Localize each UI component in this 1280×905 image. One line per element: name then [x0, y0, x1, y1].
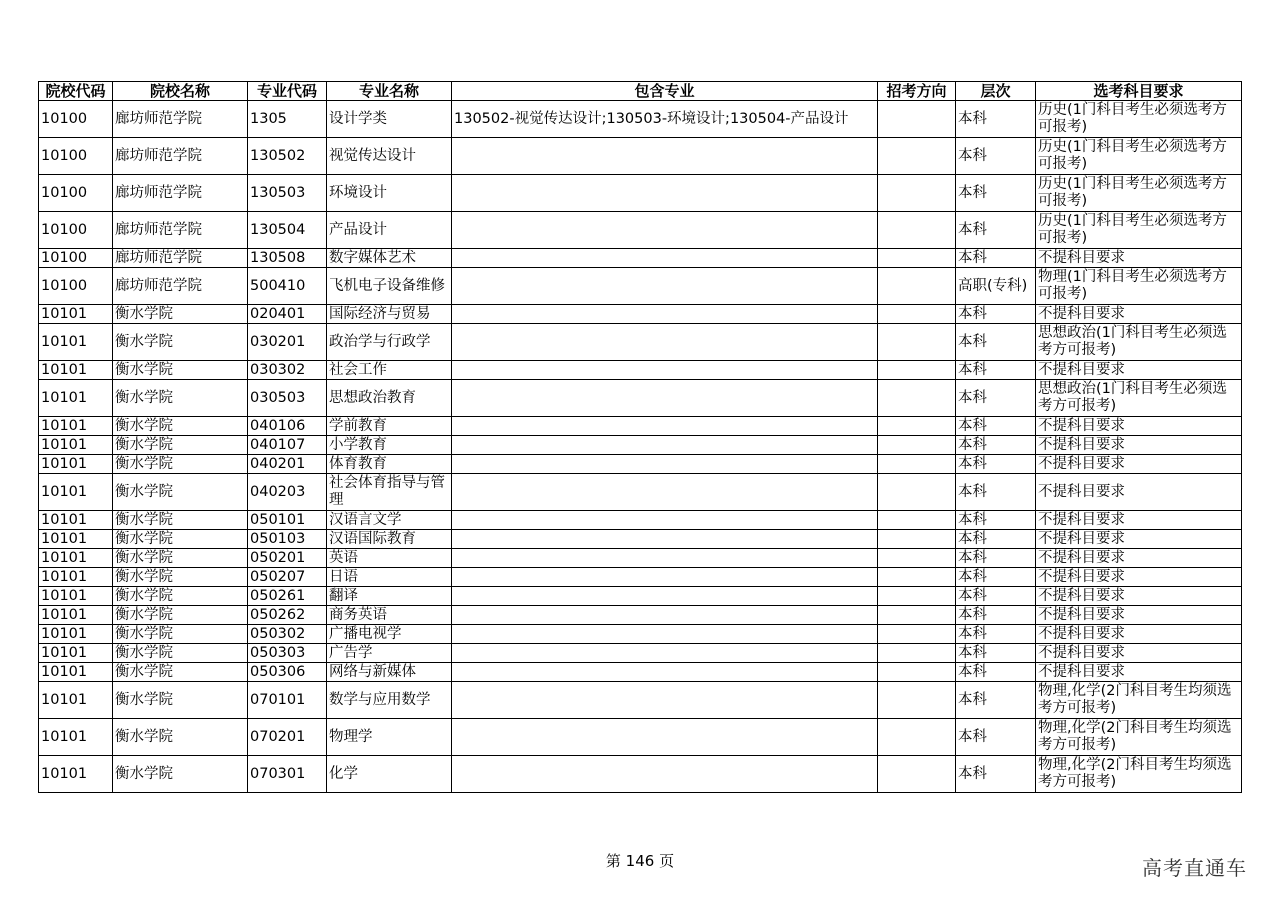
cell-direction [878, 175, 956, 212]
cell-major-name: 体育教育 [327, 455, 452, 474]
cell-level: 本科 [956, 606, 1036, 625]
cell-school-name: 衡水学院 [113, 682, 248, 719]
cell-school-name: 衡水学院 [113, 719, 248, 756]
cell-included-majors [452, 511, 878, 530]
watermark-logo: 高考直通车 [1142, 856, 1247, 880]
cell-major-code: 030503 [248, 380, 327, 417]
table-row [39, 644, 1242, 663]
cell-level: 本科 [956, 756, 1036, 793]
cell-major-code: 130503 [248, 175, 327, 212]
cell-included-majors [452, 324, 878, 361]
table-row [39, 455, 1242, 474]
table-row [39, 587, 1242, 606]
table-row [39, 474, 1242, 511]
cell-school-code: 10101 [39, 663, 113, 682]
cell-school-name: 衡水学院 [113, 455, 248, 474]
cell-major-code: 070301 [248, 756, 327, 793]
cell-major-name: 化学 [327, 756, 452, 793]
cell-included-majors [452, 756, 878, 793]
cell-school-code: 10101 [39, 719, 113, 756]
cell-school-name: 衡水学院 [113, 511, 248, 530]
cell-direction [878, 305, 956, 324]
cell-school-name: 衡水学院 [113, 549, 248, 568]
cell-major-code: 050103 [248, 530, 327, 549]
cell-included-majors [452, 380, 878, 417]
cell-major-code: 050261 [248, 587, 327, 606]
table-row [39, 417, 1242, 436]
cell-level: 本科 [956, 380, 1036, 417]
cell-school-name: 衡水学院 [113, 587, 248, 606]
cell-major-code: 070101 [248, 682, 327, 719]
cell-major-name: 政治学与行政学 [327, 324, 452, 361]
cell-level: 本科 [956, 511, 1036, 530]
cell-major-code: 050201 [248, 549, 327, 568]
cell-level: 本科 [956, 361, 1036, 380]
cell-school-code: 10101 [39, 305, 113, 324]
cell-school-name: 衡水学院 [113, 361, 248, 380]
cell-major-name: 广播电视学 [327, 625, 452, 644]
cell-level: 本科 [956, 249, 1036, 268]
cell-major-code: 050306 [248, 663, 327, 682]
table-row [39, 138, 1242, 175]
cell-school-name: 廊坊师范学院 [113, 138, 248, 175]
cell-school-code: 10101 [39, 606, 113, 625]
cell-major-name: 设计学类 [327, 101, 452, 138]
table-row [39, 305, 1242, 324]
cell-included-majors [452, 268, 878, 305]
cell-major-code: 130508 [248, 249, 327, 268]
cell-school-name: 衡水学院 [113, 663, 248, 682]
cell-level: 本科 [956, 417, 1036, 436]
table-row [39, 625, 1242, 644]
cell-major-name: 思想政治教育 [327, 380, 452, 417]
cell-level: 本科 [956, 101, 1036, 138]
cell-school-name: 衡水学院 [113, 380, 248, 417]
cell-included-majors [452, 305, 878, 324]
header-major-code: 专业代码 [248, 82, 327, 101]
cell-school-code: 10101 [39, 455, 113, 474]
cell-school-name: 廊坊师范学院 [113, 249, 248, 268]
cell-major-code: 500410 [248, 268, 327, 305]
cell-school-code: 10101 [39, 625, 113, 644]
cell-school-code: 10100 [39, 268, 113, 305]
cell-direction [878, 268, 956, 305]
cell-major-name: 学前教育 [327, 417, 452, 436]
cell-direction [878, 568, 956, 587]
cell-level: 本科 [956, 587, 1036, 606]
cell-school-code: 10101 [39, 474, 113, 511]
cell-school-code: 10100 [39, 101, 113, 138]
admissions-table [38, 81, 1242, 793]
cell-direction [878, 756, 956, 793]
cell-subject-requirements: 物理,化学(2门科目考生均须选考方可报考) [1036, 719, 1242, 756]
cell-included-majors [452, 568, 878, 587]
cell-subject-requirements: 物理(1门科目考生必须选考方可报考) [1036, 268, 1242, 305]
table-row [39, 361, 1242, 380]
cell-level: 本科 [956, 455, 1036, 474]
cell-major-name: 产品设计 [327, 212, 452, 249]
table-row [39, 268, 1242, 305]
cell-school-code: 10100 [39, 138, 113, 175]
cell-major-name: 日语 [327, 568, 452, 587]
cell-school-name: 廊坊师范学院 [113, 175, 248, 212]
cell-school-name: 衡水学院 [113, 606, 248, 625]
cell-school-name: 廊坊师范学院 [113, 268, 248, 305]
cell-school-code: 10101 [39, 644, 113, 663]
cell-subject-requirements: 历史(1门科目考生必须选考方可报考) [1036, 101, 1242, 138]
cell-major-name: 物理学 [327, 719, 452, 756]
cell-major-code: 040107 [248, 436, 327, 455]
cell-level: 本科 [956, 530, 1036, 549]
cell-major-name: 飞机电子设备维修 [327, 268, 452, 305]
cell-school-code: 10101 [39, 587, 113, 606]
cell-school-name: 衡水学院 [113, 436, 248, 455]
header-major-name: 专业名称 [327, 82, 452, 101]
cell-major-name: 社会体育指导与管理 [327, 474, 452, 511]
cell-school-code: 10101 [39, 380, 113, 417]
cell-included-majors [452, 587, 878, 606]
cell-major-code: 1305 [248, 101, 327, 138]
cell-level: 本科 [956, 175, 1036, 212]
cell-school-code: 10100 [39, 249, 113, 268]
cell-subject-requirements: 思想政治(1门科目考生必须选考方可报考) [1036, 324, 1242, 361]
cell-included-majors [452, 455, 878, 474]
cell-subject-requirements: 历史(1门科目考生必须选考方可报考) [1036, 175, 1242, 212]
cell-direction [878, 625, 956, 644]
cell-direction [878, 380, 956, 417]
cell-school-code: 10101 [39, 568, 113, 587]
table-row [39, 663, 1242, 682]
table-row [39, 530, 1242, 549]
cell-included-majors [452, 549, 878, 568]
cell-included-majors [452, 663, 878, 682]
table-row [39, 606, 1242, 625]
cell-included-majors [452, 175, 878, 212]
cell-included-majors [452, 436, 878, 455]
cell-subject-requirements: 不提科目要求 [1036, 417, 1242, 436]
cell-level: 本科 [956, 682, 1036, 719]
cell-included-majors [452, 212, 878, 249]
cell-level: 本科 [956, 663, 1036, 682]
cell-subject-requirements: 不提科目要求 [1036, 606, 1242, 625]
table-row [39, 380, 1242, 417]
cell-subject-requirements: 不提科目要求 [1036, 644, 1242, 663]
cell-level: 本科 [956, 324, 1036, 361]
table-row [39, 436, 1242, 455]
cell-direction [878, 101, 956, 138]
table-row [39, 682, 1242, 719]
cell-major-name: 汉语言文学 [327, 511, 452, 530]
cell-level: 本科 [956, 625, 1036, 644]
cell-direction [878, 417, 956, 436]
table-row [39, 568, 1242, 587]
cell-major-name: 视觉传达设计 [327, 138, 452, 175]
header-included-majors: 包含专业 [452, 82, 878, 101]
cell-subject-requirements: 思想政治(1门科目考生必须选考方可报考) [1036, 380, 1242, 417]
cell-direction [878, 719, 956, 756]
cell-major-code: 070201 [248, 719, 327, 756]
cell-major-name: 小学教育 [327, 436, 452, 455]
cell-major-name: 商务英语 [327, 606, 452, 625]
cell-direction [878, 606, 956, 625]
cell-school-code: 10101 [39, 417, 113, 436]
cell-subject-requirements: 不提科目要求 [1036, 511, 1242, 530]
cell-school-code: 10101 [39, 511, 113, 530]
cell-included-majors [452, 682, 878, 719]
table-row [39, 719, 1242, 756]
cell-major-code: 040106 [248, 417, 327, 436]
cell-school-code: 10101 [39, 436, 113, 455]
cell-major-code: 050262 [248, 606, 327, 625]
cell-major-name: 环境设计 [327, 175, 452, 212]
cell-included-majors [452, 530, 878, 549]
cell-level: 本科 [956, 644, 1036, 663]
cell-school-code: 10101 [39, 682, 113, 719]
table-row [39, 511, 1242, 530]
page-number: 第 146 页 [605, 852, 675, 870]
cell-major-name: 数字媒体艺术 [327, 249, 452, 268]
cell-subject-requirements: 不提科目要求 [1036, 625, 1242, 644]
header-school-name: 院校名称 [113, 82, 248, 101]
cell-direction [878, 644, 956, 663]
cell-direction [878, 138, 956, 175]
cell-included-majors: 130502-视觉传达设计;130503-环境设计;130504-产品设计 [452, 101, 878, 138]
cell-included-majors [452, 606, 878, 625]
table-row [39, 249, 1242, 268]
cell-major-name: 数学与应用数学 [327, 682, 452, 719]
cell-subject-requirements: 不提科目要求 [1036, 436, 1242, 455]
cell-direction [878, 530, 956, 549]
cell-direction [878, 249, 956, 268]
table-row [39, 175, 1242, 212]
cell-major-code: 050101 [248, 511, 327, 530]
cell-school-code: 10100 [39, 175, 113, 212]
cell-included-majors [452, 249, 878, 268]
cell-included-majors [452, 644, 878, 663]
cell-level: 本科 [956, 549, 1036, 568]
cell-subject-requirements: 不提科目要求 [1036, 249, 1242, 268]
cell-school-name: 衡水学院 [113, 474, 248, 511]
cell-direction [878, 549, 956, 568]
cell-direction [878, 682, 956, 719]
cell-school-name: 廊坊师范学院 [113, 212, 248, 249]
table-header-row [39, 82, 1242, 101]
cell-level: 本科 [956, 138, 1036, 175]
cell-level: 本科 [956, 436, 1036, 455]
cell-included-majors [452, 625, 878, 644]
cell-major-name: 广告学 [327, 644, 452, 663]
cell-included-majors [452, 719, 878, 756]
cell-major-code: 130502 [248, 138, 327, 175]
cell-school-name: 衡水学院 [113, 305, 248, 324]
cell-major-code: 130504 [248, 212, 327, 249]
cell-school-code: 10101 [39, 530, 113, 549]
cell-major-code: 050302 [248, 625, 327, 644]
table-row [39, 101, 1242, 138]
cell-major-name: 国际经济与贸易 [327, 305, 452, 324]
cell-school-name: 廊坊师范学院 [113, 101, 248, 138]
cell-school-code: 10101 [39, 324, 113, 361]
cell-subject-requirements: 物理,化学(2门科目考生均须选考方可报考) [1036, 756, 1242, 793]
cell-subject-requirements: 不提科目要求 [1036, 474, 1242, 511]
cell-direction [878, 511, 956, 530]
cell-major-code: 040203 [248, 474, 327, 511]
cell-school-code: 10101 [39, 756, 113, 793]
cell-included-majors [452, 474, 878, 511]
cell-included-majors [452, 138, 878, 175]
cell-school-name: 衡水学院 [113, 756, 248, 793]
cell-school-name: 衡水学院 [113, 530, 248, 549]
cell-level: 本科 [956, 474, 1036, 511]
cell-subject-requirements: 历史(1门科目考生必须选考方可报考) [1036, 212, 1242, 249]
cell-level: 本科 [956, 568, 1036, 587]
table-body [39, 101, 1242, 793]
cell-school-name: 衡水学院 [113, 324, 248, 361]
cell-level: 本科 [956, 212, 1036, 249]
cell-direction [878, 455, 956, 474]
cell-level: 本科 [956, 719, 1036, 756]
cell-direction [878, 587, 956, 606]
cell-subject-requirements: 不提科目要求 [1036, 587, 1242, 606]
cell-school-name: 衡水学院 [113, 625, 248, 644]
cell-major-code: 050207 [248, 568, 327, 587]
cell-major-name: 汉语国际教育 [327, 530, 452, 549]
cell-major-name: 网络与新媒体 [327, 663, 452, 682]
cell-included-majors [452, 361, 878, 380]
cell-major-code: 040201 [248, 455, 327, 474]
cell-subject-requirements: 不提科目要求 [1036, 663, 1242, 682]
table-row [39, 756, 1242, 793]
header-school-code: 院校代码 [39, 82, 113, 101]
cell-major-code: 020401 [248, 305, 327, 324]
header-subject-requirements: 选考科目要求 [1036, 82, 1242, 101]
cell-subject-requirements: 不提科目要求 [1036, 568, 1242, 587]
cell-direction [878, 436, 956, 455]
table-row [39, 549, 1242, 568]
cell-direction [878, 663, 956, 682]
cell-school-name: 衡水学院 [113, 568, 248, 587]
cell-direction [878, 324, 956, 361]
cell-major-name: 社会工作 [327, 361, 452, 380]
cell-major-code: 030201 [248, 324, 327, 361]
cell-direction [878, 474, 956, 511]
cell-subject-requirements: 不提科目要求 [1036, 305, 1242, 324]
cell-subject-requirements: 不提科目要求 [1036, 549, 1242, 568]
cell-subject-requirements: 不提科目要求 [1036, 361, 1242, 380]
cell-level: 本科 [956, 305, 1036, 324]
cell-major-code: 030302 [248, 361, 327, 380]
cell-school-code: 10100 [39, 212, 113, 249]
cell-included-majors [452, 417, 878, 436]
cell-school-code: 10101 [39, 361, 113, 380]
cell-school-code: 10101 [39, 549, 113, 568]
cell-direction [878, 212, 956, 249]
header-direction: 招考方向 [878, 82, 956, 101]
cell-major-name: 翻译 [327, 587, 452, 606]
cell-major-code: 050303 [248, 644, 327, 663]
cell-level: 高职(专科) [956, 268, 1036, 305]
cell-direction [878, 361, 956, 380]
table-row [39, 212, 1242, 249]
cell-subject-requirements: 不提科目要求 [1036, 530, 1242, 549]
table-row [39, 324, 1242, 361]
cell-subject-requirements: 不提科目要求 [1036, 455, 1242, 474]
cell-school-name: 衡水学院 [113, 417, 248, 436]
cell-major-name: 英语 [327, 549, 452, 568]
header-level: 层次 [956, 82, 1036, 101]
cell-subject-requirements: 历史(1门科目考生必须选考方可报考) [1036, 138, 1242, 175]
cell-school-name: 衡水学院 [113, 644, 248, 663]
cell-subject-requirements: 物理,化学(2门科目考生均须选考方可报考) [1036, 682, 1242, 719]
